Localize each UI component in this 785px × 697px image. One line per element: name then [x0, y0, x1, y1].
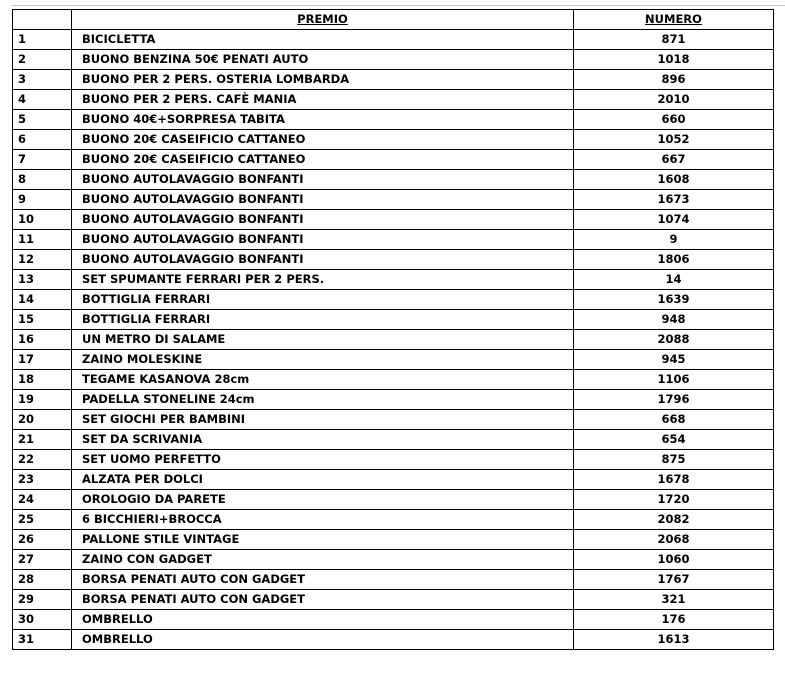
table-row: [13, 510, 774, 530]
winning-number-cell: 1608: [574, 170, 774, 190]
prize-cell: BOTTIGLIA FERRARI: [72, 310, 574, 330]
prize-cell: ZAINO CON GADGET: [72, 550, 574, 570]
winning-number-cell: 654: [574, 430, 774, 450]
row-index-cell: 16: [13, 330, 72, 350]
table-row: [13, 130, 774, 150]
row-index-cell: 20: [13, 410, 72, 430]
row-index-cell: 17: [13, 350, 72, 370]
prize-cell: PADELLA STONELINE 24cm: [72, 390, 574, 410]
prize-cell: BUONO 20€ CASEIFICIO CATTANEO: [72, 150, 574, 170]
row-index-cell: 1: [13, 30, 72, 50]
winning-number-cell: 1796: [574, 390, 774, 410]
winning-number-cell: 2088: [574, 330, 774, 350]
row-index-cell: 24: [13, 490, 72, 510]
winning-number-cell: 667: [574, 150, 774, 170]
row-index-cell: 31: [13, 630, 72, 650]
row-index-cell: 11: [13, 230, 72, 250]
winning-number-cell: 875: [574, 450, 774, 470]
prize-cell: ZAINO MOLESKINE: [72, 350, 574, 370]
prize-cell: BUONO PER 2 PERS. OSTERIA LOMBARDA: [72, 70, 574, 90]
prize-cell: SET DA SCRIVANIA: [72, 430, 574, 450]
winning-number-cell: 2010: [574, 90, 774, 110]
row-index-cell: 12: [13, 250, 72, 270]
row-index-cell: 5: [13, 110, 72, 130]
winning-number-cell: 871: [574, 30, 774, 50]
winning-number-cell: 14: [574, 270, 774, 290]
prize-cell: BUONO AUTOLAVAGGIO BONFANTI: [72, 230, 574, 250]
row-index-cell: 10: [13, 210, 72, 230]
table-row: [13, 410, 774, 430]
table-row: [13, 370, 774, 390]
winning-number-cell: 1106: [574, 370, 774, 390]
winning-number-cell: 1678: [574, 470, 774, 490]
prize-cell: SET SPUMANTE FERRARI PER 2 PERS.: [72, 270, 574, 290]
table-row: [13, 350, 774, 370]
table-row: [13, 210, 774, 230]
row-index-cell: 28: [13, 570, 72, 590]
row-index-cell: 3: [13, 70, 72, 90]
prize-cell: ALZATA PER DOLCI: [72, 470, 574, 490]
prize-cell: BUONO 20€ CASEIFICIO CATTANEO: [72, 130, 574, 150]
winning-number-cell: 321: [574, 590, 774, 610]
row-index-cell: 9: [13, 190, 72, 210]
table-row: [13, 230, 774, 250]
table-row: [13, 270, 774, 290]
table-row: [13, 630, 774, 650]
table-row: [13, 530, 774, 550]
prize-cell: BUONO AUTOLAVAGGIO BONFANTI: [72, 170, 574, 190]
header-number: NUMERO: [574, 10, 774, 30]
table-row: [13, 50, 774, 70]
row-index-cell: 19: [13, 390, 72, 410]
table-header-row: [13, 10, 774, 30]
winning-number-cell: 1060: [574, 550, 774, 570]
table-row: [13, 190, 774, 210]
table-row: [13, 310, 774, 330]
header-prize: PREMIO: [72, 10, 574, 30]
row-index-cell: 13: [13, 270, 72, 290]
winning-number-cell: 1074: [574, 210, 774, 230]
table-row: [13, 390, 774, 410]
winning-number-cell: 1720: [574, 490, 774, 510]
winning-number-cell: 896: [574, 70, 774, 90]
prize-cell: BUONO AUTOLAVAGGIO BONFANTI: [72, 190, 574, 210]
row-index-cell: 6: [13, 130, 72, 150]
prize-cell: TEGAME KASANOVA 28cm: [72, 370, 574, 390]
table-row: [13, 170, 774, 190]
row-index-cell: 2: [13, 50, 72, 70]
prize-cell: UN METRO DI SALAME: [72, 330, 574, 350]
header-index: [13, 10, 72, 30]
table-body: [13, 30, 774, 650]
row-index-cell: 4: [13, 90, 72, 110]
row-index-cell: 18: [13, 370, 72, 390]
prize-cell: PALLONE STILE VINTAGE: [72, 530, 574, 550]
winning-number-cell: 1673: [574, 190, 774, 210]
table-row: [13, 290, 774, 310]
winning-number-cell: 668: [574, 410, 774, 430]
table-row: [13, 250, 774, 270]
table-row: [13, 150, 774, 170]
prize-cell: BUONO BENZINA 50€ PENATI AUTO: [72, 50, 574, 70]
prize-cell: SET GIOCHI PER BAMBINI: [72, 410, 574, 430]
row-index-cell: 15: [13, 310, 72, 330]
winning-number-cell: 660: [574, 110, 774, 130]
prize-cell: BUONO PER 2 PERS. CAFÈ MANIA: [72, 90, 574, 110]
prize-cell: 6 BICCHIERI+BROCCA: [72, 510, 574, 530]
table-row: [13, 110, 774, 130]
prize-cell: SET UOMO PERFETTO: [72, 450, 574, 470]
row-index-cell: 23: [13, 470, 72, 490]
winning-number-cell: 1613: [574, 630, 774, 650]
row-index-cell: 26: [13, 530, 72, 550]
winning-number-cell: 9: [574, 230, 774, 250]
prize-cell: OROLOGIO DA PARETE: [72, 490, 574, 510]
prize-table: [12, 9, 774, 650]
row-index-cell: 21: [13, 430, 72, 450]
prize-cell: OMBRELLO: [72, 630, 574, 650]
winning-number-cell: 1639: [574, 290, 774, 310]
table-row: [13, 610, 774, 630]
table-row: [13, 30, 774, 50]
winning-number-cell: 2082: [574, 510, 774, 530]
table-row: [13, 430, 774, 450]
table-row: [13, 450, 774, 470]
winning-number-cell: 948: [574, 310, 774, 330]
prize-cell: BICICLETTA: [72, 30, 574, 50]
table-row: [13, 470, 774, 490]
prize-cell: BUONO 40€+SORPRESA TABITA: [72, 110, 574, 130]
table-row: [13, 570, 774, 590]
winning-number-cell: 176: [574, 610, 774, 630]
winning-number-cell: 2068: [574, 530, 774, 550]
winning-number-cell: 1052: [574, 130, 774, 150]
winning-number-cell: 945: [574, 350, 774, 370]
winning-number-cell: 1806: [574, 250, 774, 270]
table-row: [13, 490, 774, 510]
prize-cell: BUONO AUTOLAVAGGIO BONFANTI: [72, 210, 574, 230]
table-row: [13, 550, 774, 570]
table-row: [13, 70, 774, 90]
prize-cell: BORSA PENATI AUTO CON GADGET: [72, 590, 574, 610]
row-index-cell: 30: [13, 610, 72, 630]
row-index-cell: 25: [13, 510, 72, 530]
winning-number-cell: 1767: [574, 570, 774, 590]
row-index-cell: 22: [13, 450, 72, 470]
prize-cell: BORSA PENATI AUTO CON GADGET: [72, 570, 574, 590]
row-index-cell: 7: [13, 150, 72, 170]
table-row: [13, 590, 774, 610]
row-index-cell: 8: [13, 170, 72, 190]
row-index-cell: 14: [13, 290, 72, 310]
row-index-cell: 27: [13, 550, 72, 570]
table-row: [13, 330, 774, 350]
winning-number-cell: 1018: [574, 50, 774, 70]
page-top-rule: [11, 5, 785, 6]
prize-cell: OMBRELLO: [72, 610, 574, 630]
prize-cell: BUONO AUTOLAVAGGIO BONFANTI: [72, 250, 574, 270]
prize-cell: BOTTIGLIA FERRARI: [72, 290, 574, 310]
row-index-cell: 29: [13, 590, 72, 610]
table-row: [13, 90, 774, 110]
